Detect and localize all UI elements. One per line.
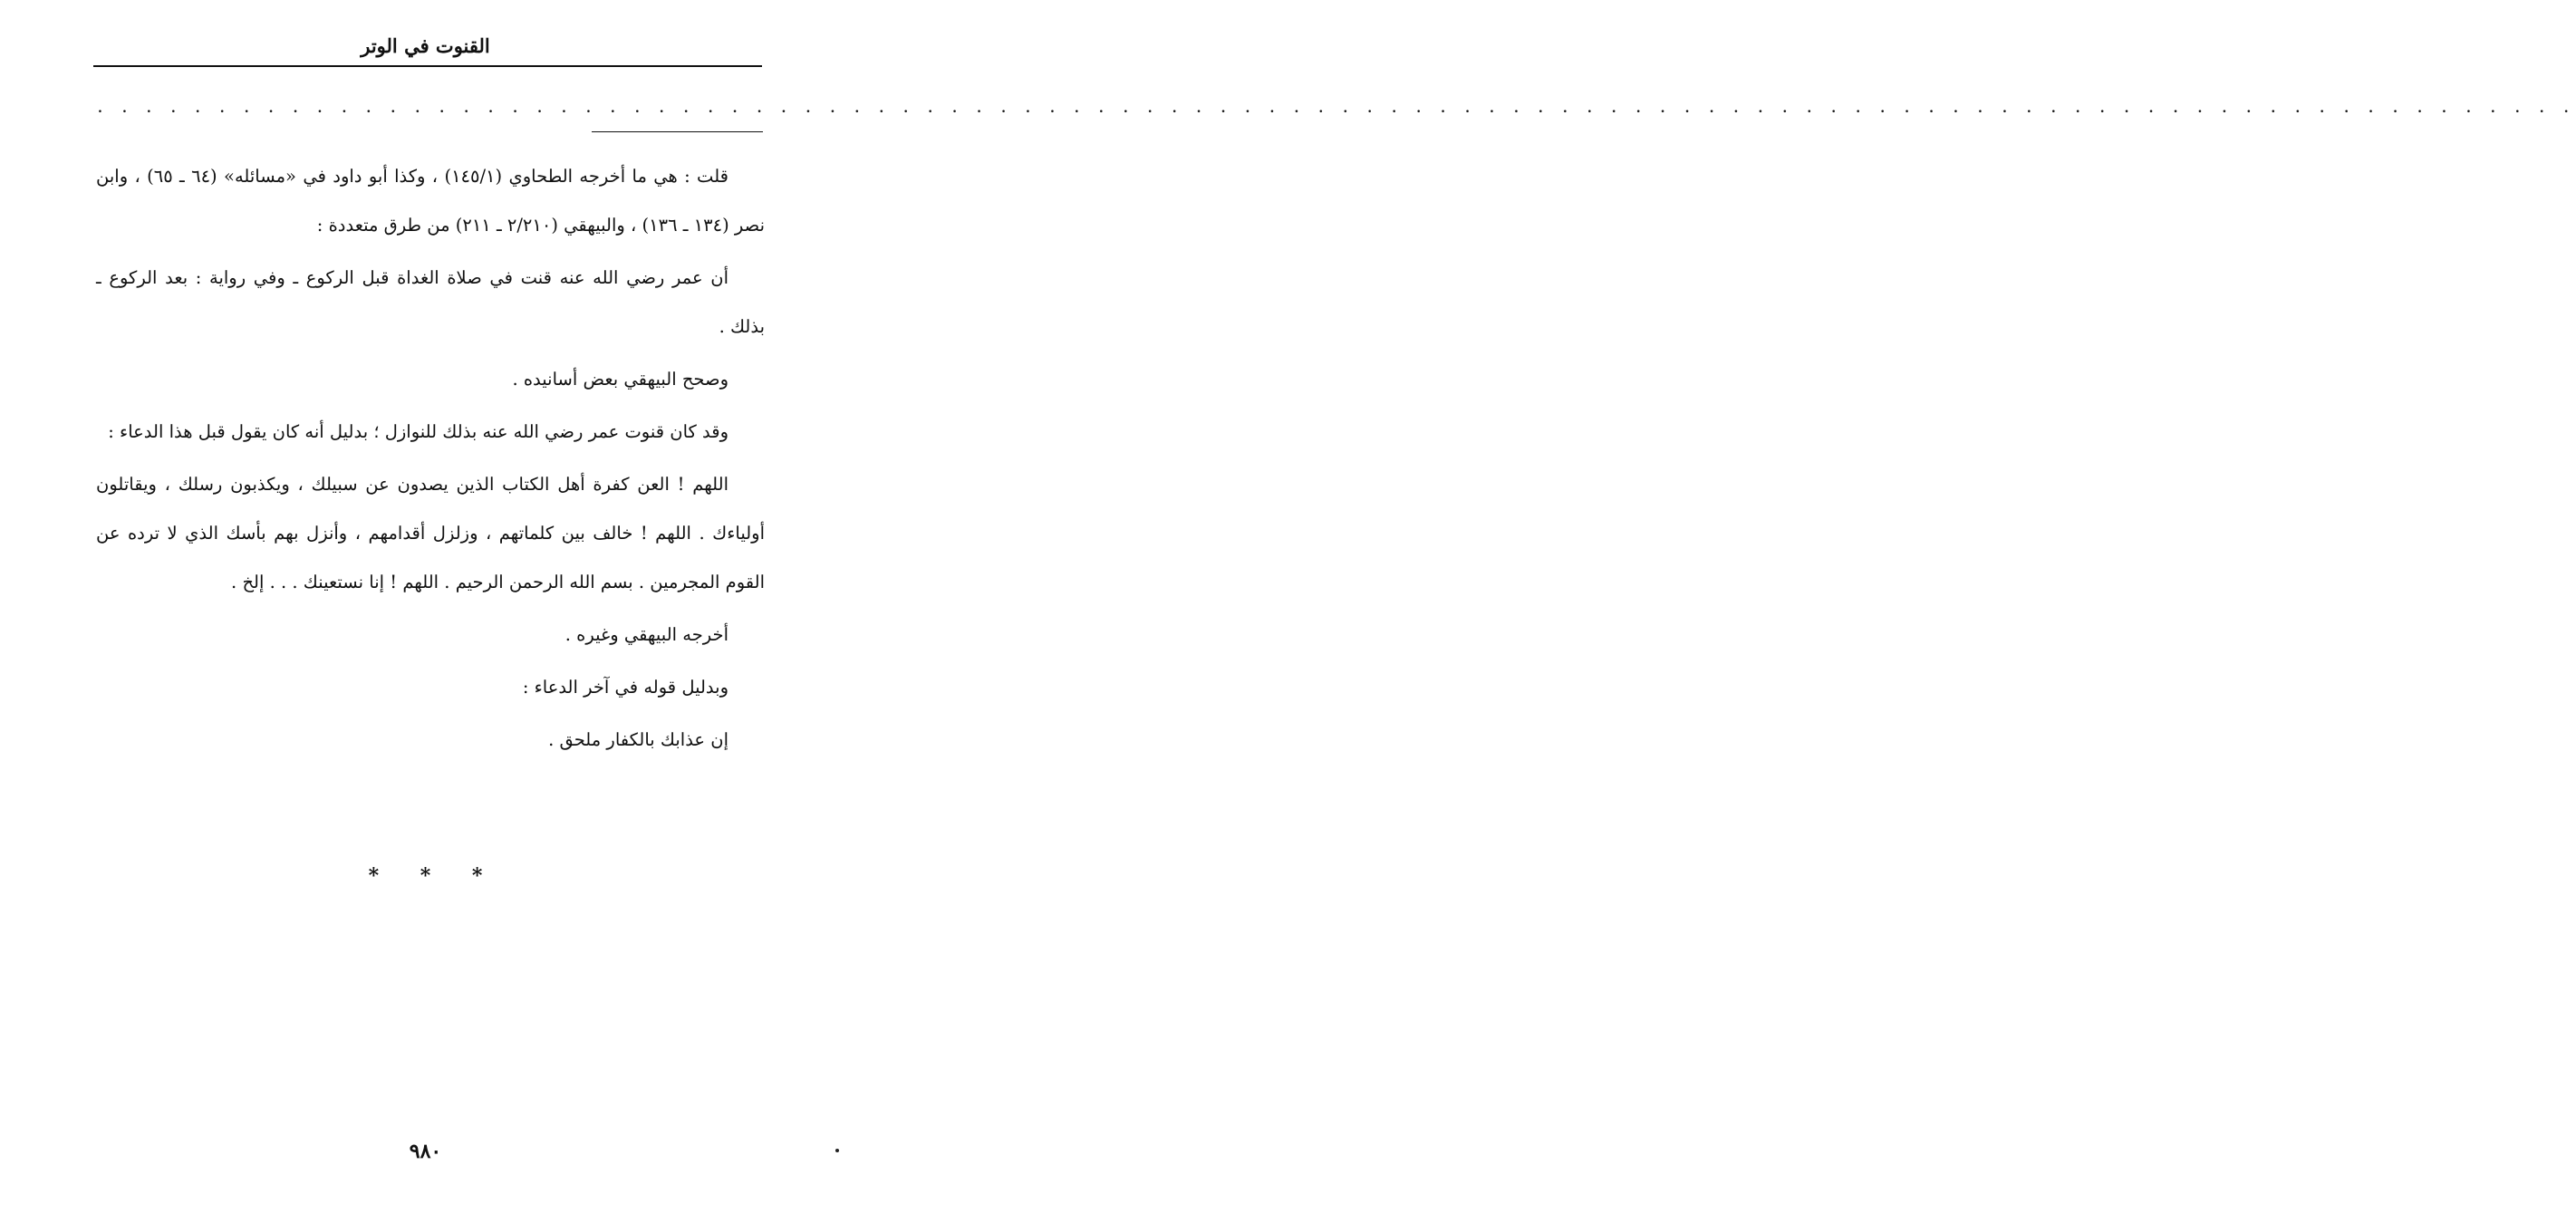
page-number: ٩٨٠	[409, 1140, 442, 1163]
footnote-rule	[592, 131, 763, 132]
paragraph-closing-dua: إن عذابك بالكفار ملحق .	[548, 729, 728, 750]
header-rule	[93, 65, 762, 67]
footnote-continuation-dots: . . . . . . . . . . . . . . . . . . . . . . . . . . . . . . . . . . . . . . . . . . . . . . . . . . . . . . . . . . . . . . . . . . . . . . . . . . . . . . . . . . . . . . . . . . . . . . . . . . . . . .	[98, 101, 2576, 116]
body-text	[96, 152, 765, 765]
paragraph-umar-report: أن عمر رضي الله عنه قنت في صلاة الغداة قبل الركوع ـ وفي رواية : بعد الركوع ـ بذلك .	[96, 267, 765, 337]
section-end-ornament: * * *	[368, 864, 483, 888]
margin-speck	[835, 1149, 839, 1152]
paragraph-nawazil-evidence: وقد كان قنوت عمر رضي الله عنه بذلك للنوازل ؛ بدليل أنه كان يقول قبل هذا الدعاء :	[108, 421, 728, 442]
paragraph-takhrij: أخرجه البيهقي وغيره .	[564, 624, 728, 645]
paragraph-source-citation: قلت : هي ما أخرجه الطحاوي (١٤٥/١) ، وكذا أبو داود في «مسائله» (٦٤ ـ ٦٥) ، وابن نصر (١٣٤ ـ ١٣٦) ، والبيهقي (٢/٢١٠ ـ ٢١١) من طرق متعددة :	[96, 166, 765, 236]
paragraph-dua-text: اللهم ! العن كفرة أهل الكتاب الذين يصدون عن سبيلك ، ويكذبون رسلك ، ويقاتلون أولياءك . اللهم ! خالف بين كلماتهم ، وزلزل أقدامهم ، وأنزل بهم بأسك الذي لا ترده عن القوم المجرمين . بسم الله الرحمن الرحيم . اللهم ! إنا نستعينك . . . إلخ .	[96, 474, 765, 592]
paragraph-authentication: وصحح البيهقي بعض أسانيده .	[512, 369, 728, 390]
running-title: القنوت في الوتر	[361, 34, 490, 57]
paragraph-second-evidence: وبدليل قوله في آخر الدعاء :	[522, 677, 728, 698]
